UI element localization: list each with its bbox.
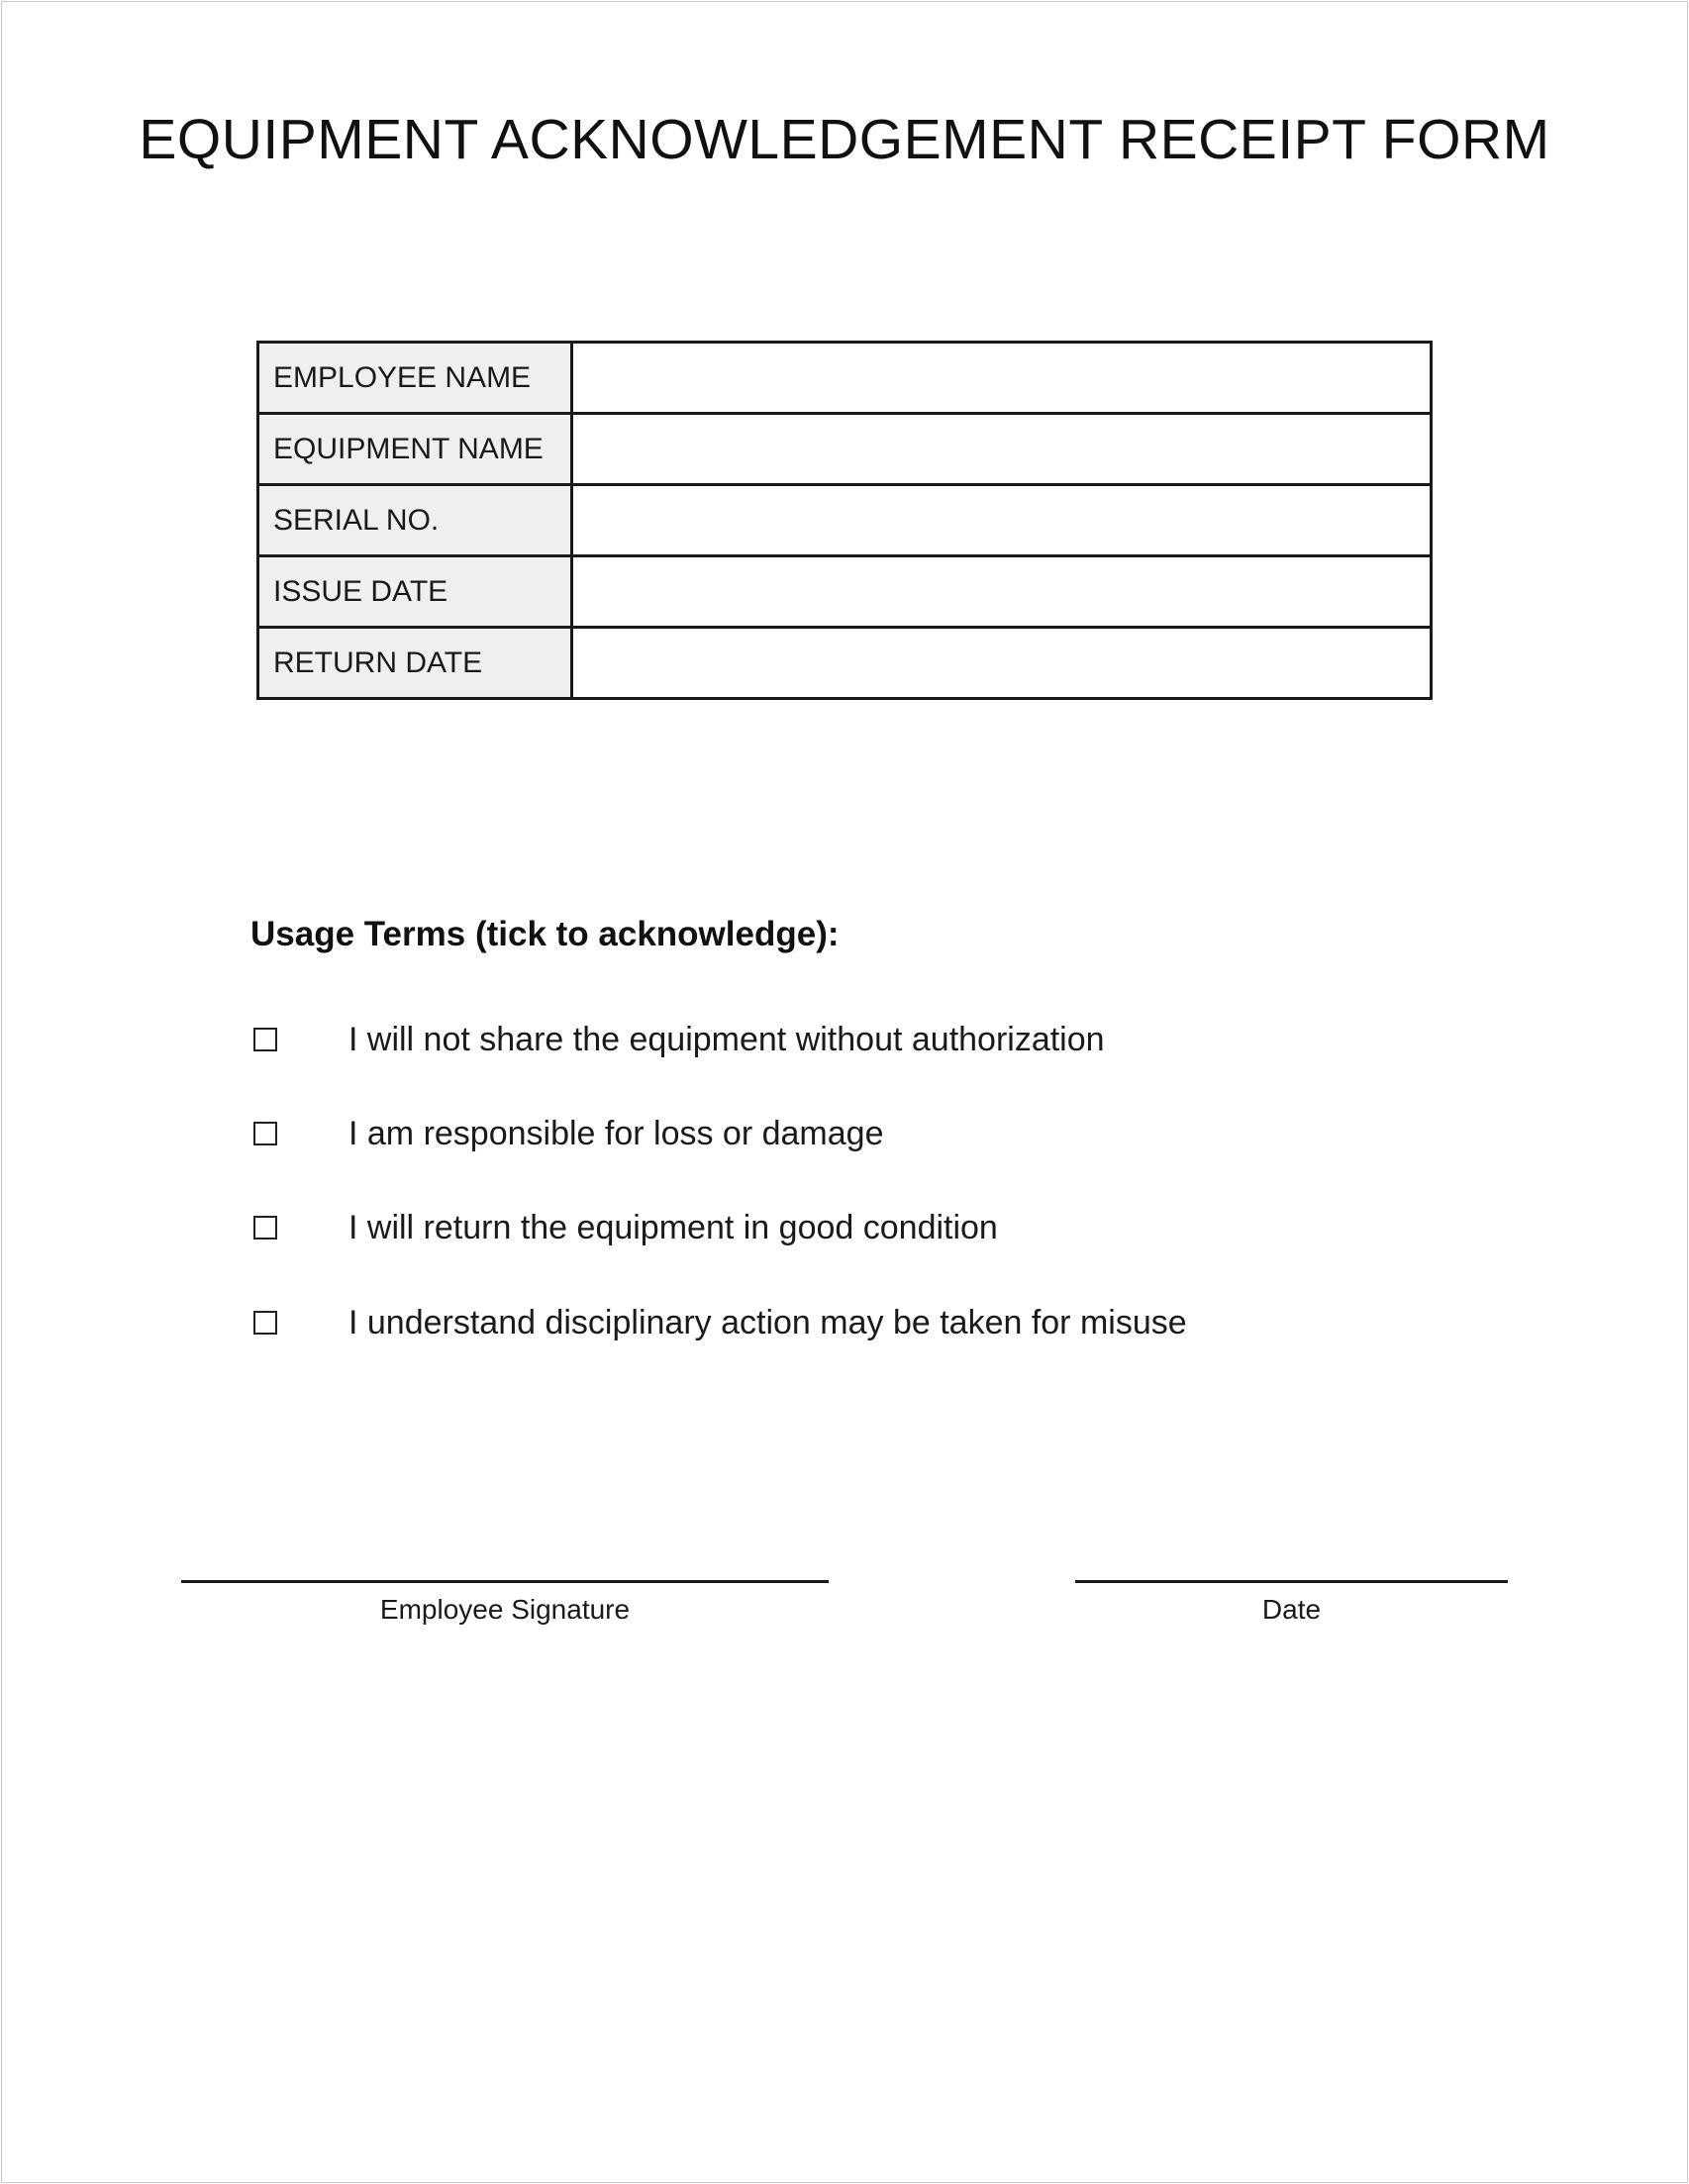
term-item-no-sharing <box>253 1015 1105 1064</box>
term-checkbox[interactable] <box>253 1028 277 1051</box>
employee-name-label: EMPLOYEE NAME <box>258 343 572 414</box>
usage-terms-heading: Usage Terms (tick to acknowledge): <box>250 915 840 953</box>
form-title: EQUIPMENT ACKNOWLEDGEMENT RECEIPT FORM <box>139 108 1550 171</box>
employee-signature-label: Employee Signature <box>379 1594 631 1625</box>
table-row <box>258 343 1432 414</box>
term-checkbox[interactable] <box>253 1122 277 1145</box>
table-row <box>258 414 1432 485</box>
term-text: I am responsible for loss or damage <box>348 1114 884 1152</box>
term-item-responsibility <box>253 1109 884 1158</box>
term-checkbox[interactable] <box>253 1311 277 1335</box>
serial-no-field[interactable] <box>572 485 1432 556</box>
term-text: I will not share the equipment without authorization <box>348 1020 1105 1058</box>
table-row <box>258 485 1432 556</box>
term-checkbox[interactable] <box>253 1216 277 1240</box>
term-item-return-condition <box>253 1203 998 1252</box>
return-date-label: RETURN DATE <box>258 628 572 699</box>
table-row <box>258 556 1432 628</box>
date-label: Date <box>1261 1594 1322 1625</box>
term-text: I will return the equipment in good condition <box>348 1208 998 1246</box>
equipment-name-label: EQUIPMENT NAME <box>258 414 572 485</box>
equipment-name-field[interactable] <box>572 414 1432 485</box>
employee-signature-line[interactable] <box>181 1580 829 1583</box>
issue-date-field[interactable] <box>572 556 1432 628</box>
employee-info-table <box>256 341 1433 700</box>
form-page <box>1 1 1688 2183</box>
table-row <box>258 628 1432 699</box>
term-item-disciplinary <box>253 1298 1187 1347</box>
issue-date-label: ISSUE DATE <box>258 556 572 628</box>
date-signature-line[interactable] <box>1075 1580 1508 1583</box>
term-text: I understand disciplinary action may be taken for misuse <box>348 1303 1187 1341</box>
return-date-field[interactable] <box>572 628 1432 699</box>
serial-no-label: SERIAL NO. <box>258 485 572 556</box>
employee-name-field[interactable] <box>572 343 1432 414</box>
